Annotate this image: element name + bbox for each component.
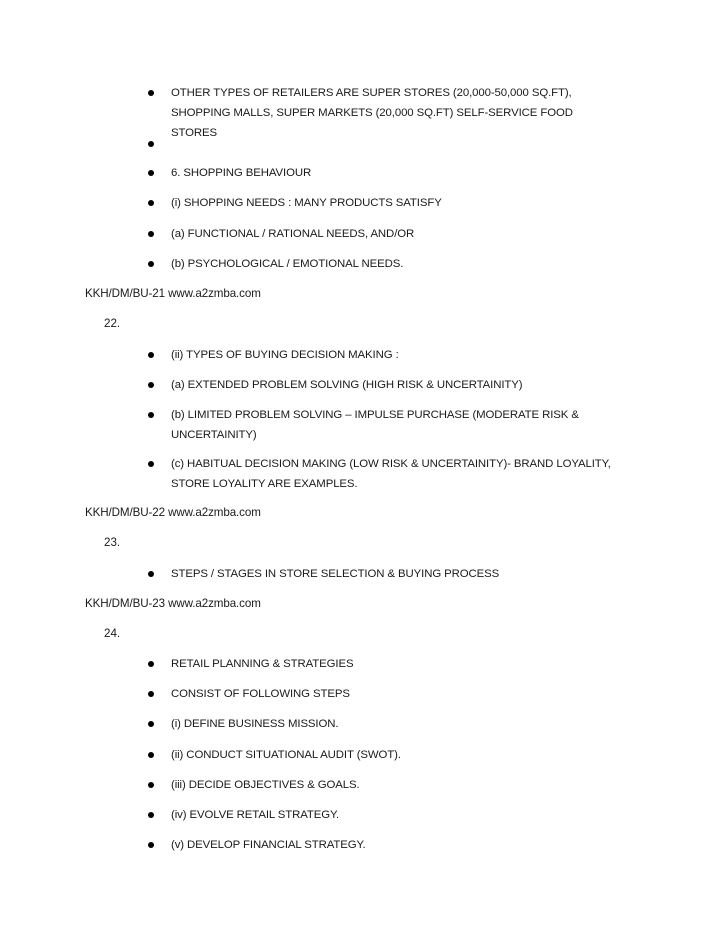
slide-number: 22. (104, 317, 121, 330)
list-item-text: (c) HABITUAL DECISION MAKING (LOW RISK & UNCERTAINITY)- BRAND LOYALITY, STORE LOYALITY ARE EXAMPLES. (171, 458, 611, 490)
slide-footer: KKH/DM/BU-22 www.a2zmba.com (85, 506, 261, 519)
bullet-icon (148, 352, 154, 358)
list-item-text: 6. SHOPPING BEHAVIOUR (171, 167, 312, 179)
bullet-icon (148, 461, 154, 467)
bullet-icon (148, 261, 154, 267)
bullet-icon (148, 141, 154, 147)
list-item-text: (i) SHOPPING NEEDS : MANY PRODUCTS SATISFY (171, 197, 442, 209)
list-item-text: (iv) EVOLVE RETAIL STRATEGY. (171, 809, 340, 821)
list-item-text: (v) DEVELOP FINANCIAL STRATEGY. (171, 839, 366, 851)
list-item-text: (a) FUNCTIONAL / RATIONAL NEEDS, AND/OR (171, 228, 415, 240)
bullet-icon (148, 842, 154, 848)
list-item-text: (ii) TYPES OF BUYING DECISION MAKING : (171, 349, 399, 361)
list-item-text: (iii) DECIDE OBJECTIVES & GOALS. (171, 779, 360, 791)
slide-footer: KKH/DM/BU-23 www.a2zmba.com (85, 597, 261, 610)
list-item-text: (i) DEFINE BUSINESS MISSION. (171, 718, 339, 730)
list-item-text: CONSIST OF FOLLOWING STEPS (171, 688, 350, 700)
bullet-icon (148, 412, 154, 418)
bullet-icon (148, 661, 154, 667)
slide-footer: KKH/DM/BU-21 www.a2zmba.com (85, 287, 261, 300)
list-item-text: (b) PSYCHOLOGICAL / EMOTIONAL NEEDS. (171, 258, 404, 270)
bullet-icon (148, 752, 154, 758)
slide-number: 23. (104, 536, 121, 549)
bullet-icon (148, 721, 154, 727)
bullet-icon (148, 170, 154, 176)
list-item-text: RETAIL PLANNING & STRATEGIES (171, 658, 354, 670)
list-item-text: (b) LIMITED PROBLEM SOLVING – IMPULSE PURCHASE (MODERATE RISK & UNCERTAINITY) (171, 409, 579, 441)
bullet-icon (148, 691, 154, 697)
bullet-icon (148, 382, 154, 388)
bullet-icon (148, 200, 154, 206)
list-item-text: (a) EXTENDED PROBLEM SOLVING (HIGH RISK & UNCERTAINITY) (171, 379, 523, 391)
bullet-icon (148, 231, 154, 237)
list-item-text: OTHER TYPES OF RETAILERS ARE SUPER STORES (20,000-50,000 SQ.FT), SHOPPING MALLS, SUPER MARKETS (20,000 SQ.FT) SELF-SERVICE FOOD STORES (171, 87, 573, 139)
list-item-text: STEPS / STAGES IN STORE SELECTION & BUYING PROCESS (171, 568, 500, 580)
bullet-icon (148, 571, 154, 577)
bullet-icon (148, 90, 154, 96)
bullet-icon (148, 782, 154, 788)
bullet-icon (148, 812, 154, 818)
slide-number: 24. (104, 627, 121, 640)
list-item-text: (ii) CONDUCT SITUATIONAL AUDIT (SWOT). (171, 749, 401, 761)
